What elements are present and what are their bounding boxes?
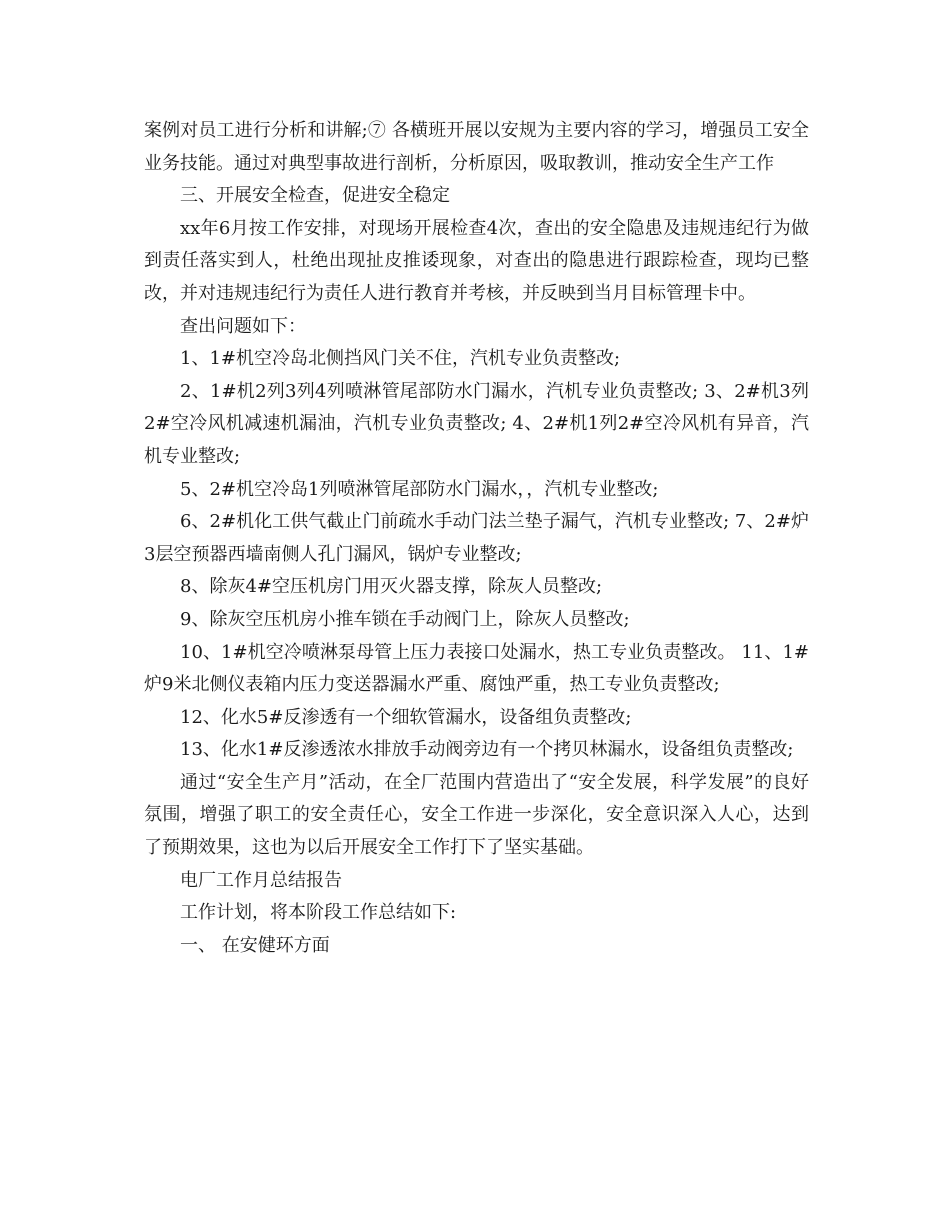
list-item: 5、2#机空冷岛1列喷淋管尾部防水门漏水，，汽机专业整改; bbox=[180, 478, 659, 500]
document-body bbox=[144, 115, 809, 962]
paragraph-inspection-summary: xx年6月按工作安排，对现场开展检查4次，查出的安全隐患及违规违纪行为做到责任落实到人，杜绝出现扯皮推诿现象，对查出的隐患进行跟踪检查，现均已整改，并对违规违纪行为责任人进行教育并考核，并反映到当月目标管理卡中。 bbox=[144, 217, 809, 304]
list-item: 12、化水5#反渗透有一个细软管漏水，设备组负责整改; bbox=[180, 706, 632, 728]
paragraph-problems-intro: 查出问题如下： bbox=[180, 315, 306, 337]
paragraph-work-plan: 工作计划，将本阶段工作总结如下: bbox=[180, 902, 457, 924]
list-item: 1、1#机空冷岛北侧挡风门关不住，汽机专业负责整改; bbox=[180, 348, 621, 370]
paragraph-safety-month-conclusion: 通过“安全生产月”活动，在全厂范围内营造出了“安全发展，科学发展”的良好氛围，增强了职工的安全责任心，安全工作进一步深化，安全意识深入人心，达到了预期效果，这也为以后开展安全工作打下了坚实基础。 bbox=[144, 771, 809, 859]
paragraph-case-analysis: 案例对员工进行分析和讲解;⑦ 各横班开展以安规为主要内容的学习，增强员工安全业务技能。通过对典型事故进行剖析，分析原因，吸取教训，推动安全生产工作 bbox=[144, 120, 809, 174]
list-item: 13、化水1#反渗透浓水排放手动阀旁边有一个拷贝林漏水，设备组负责整改; bbox=[180, 739, 794, 761]
list-item: 8、除灰4#空压机房门用灭火器支撑，除灰人员整改; bbox=[180, 576, 603, 598]
section-heading-she: 一、 在安健环方面 bbox=[180, 934, 330, 956]
list-item: 2、1#机2列3列4列喷淋管尾部防水门漏水，汽机专业负责整改; 3、2#机3列2#空冷风机减速机漏油，汽机专业负责整改; 4、2#机1列2#空冷风机有异音，汽机专业整改; bbox=[144, 380, 809, 467]
list-item: 9、除灰空压机房小推车锁在手动阀门上，除灰人员整改; bbox=[180, 608, 630, 630]
list-item: 6、2#机化工供气截止门前疏水手动门法兰垫子漏气，汽机专业整改; 7、2#炉3层空预器西墙南侧人孔门漏风，锅炉专业整改; bbox=[144, 511, 809, 565]
list-item: 10、1#机空冷喷淋泵母管上压力表接口处漏水，热工专业负责整改。 11、1#炉9米北侧仪表箱内压力变送器漏水严重、腐蚀严重，热工专业负责整改; bbox=[144, 641, 809, 696]
section-heading-safety-inspection: 三、开展安全检查，促进安全稳定 bbox=[180, 185, 450, 207]
report-title: 电厂工作月总结报告 bbox=[180, 869, 342, 891]
